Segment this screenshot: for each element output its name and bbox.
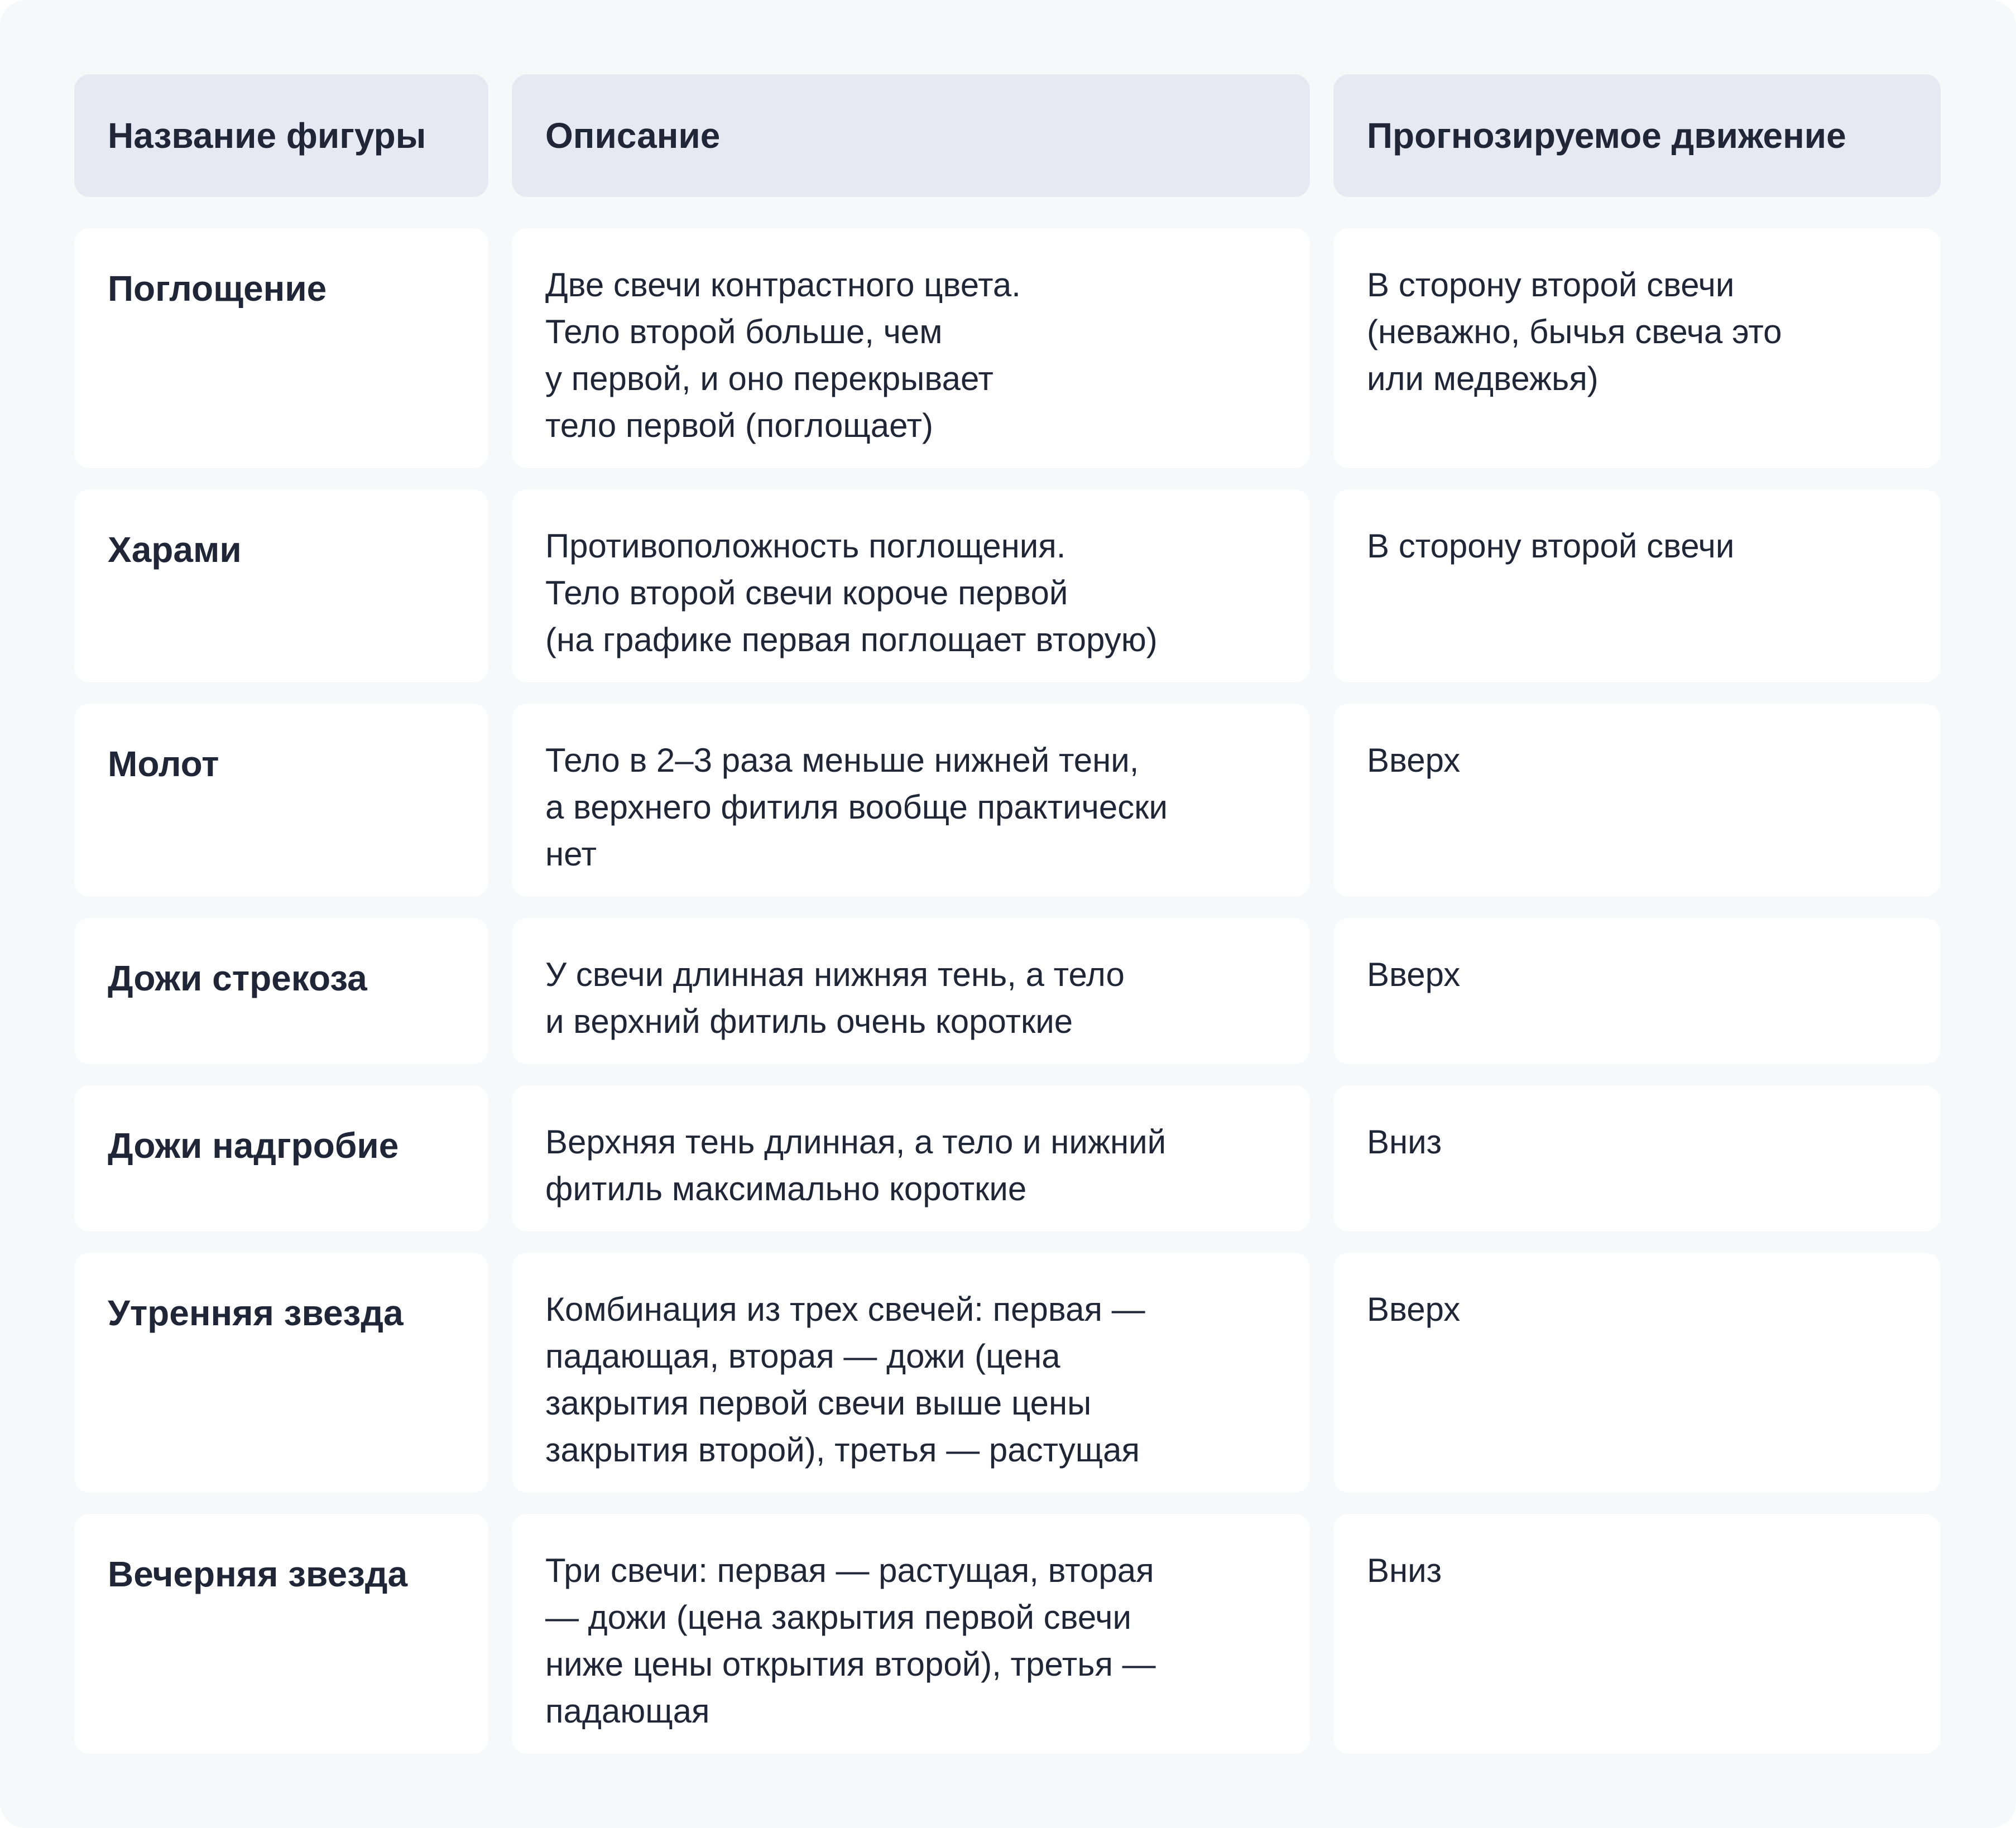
header-description: Описание (512, 74, 1310, 197)
pattern-movement-cell: Вниз (1333, 1085, 1941, 1232)
pattern-description-cell: У свечи длинная нижняя тень, а тело и верхний фитиль очень короткие (512, 918, 1310, 1064)
pattern-name-cell: Харами (74, 489, 488, 682)
pattern-movement-cell: Вверх (1333, 704, 1941, 897)
pattern-name-cell: Утренняя звезда (74, 1253, 488, 1493)
pattern-name-cell: Дожи стрекоза (74, 918, 488, 1064)
pattern-movement-cell: Вверх (1333, 1253, 1941, 1493)
pattern-movement-cell: В сторону второй свечи (неважно, бычья свеча это или медвежья) (1333, 228, 1941, 468)
pattern-name-cell: Поглощение (74, 228, 488, 468)
pattern-description-cell: Верхняя тень длинная, а тело и нижний фитиль максимально короткие (512, 1085, 1310, 1232)
header-pattern-name: Название фигуры (74, 74, 488, 197)
header-predicted-movement: Прогнозируемое движение (1333, 74, 1941, 197)
pattern-movement-cell: В сторону второй свечи (1333, 489, 1941, 682)
pattern-name-cell: Молот (74, 704, 488, 897)
pattern-description-cell: Две свечи контрастного цвета. Тело второй больше, чем у первой, и оно перекрывает тело первой (поглощает) (512, 228, 1310, 468)
pattern-movement-cell: Вверх (1333, 918, 1941, 1064)
pattern-description-cell: Комбинация из трех свечей: первая — падающая, вторая — дожи (цена закрытия первой свечи выше цены закрытия второй), третья — растущая (512, 1253, 1310, 1493)
pattern-description-cell: Тело в 2–3 раза меньше нижней тени, а верхнего фитиля вообще практически нет (512, 704, 1310, 897)
pattern-movement-cell: Вниз (1333, 1514, 1941, 1754)
candlestick-patterns-table (74, 74, 1941, 1775)
pattern-description-cell: Три свечи: первая — растущая, вторая — дожи (цена закрытия первой свечи ниже цены открытия второй), третья — падающая (512, 1514, 1310, 1754)
pattern-description-cell: Противоположность поглощения. Тело второй свечи короче первой (на графике первая поглощает вторую) (512, 489, 1310, 682)
pattern-name-cell: Вечерняя звезда (74, 1514, 488, 1754)
pattern-name-cell: Дожи надгробие (74, 1085, 488, 1232)
